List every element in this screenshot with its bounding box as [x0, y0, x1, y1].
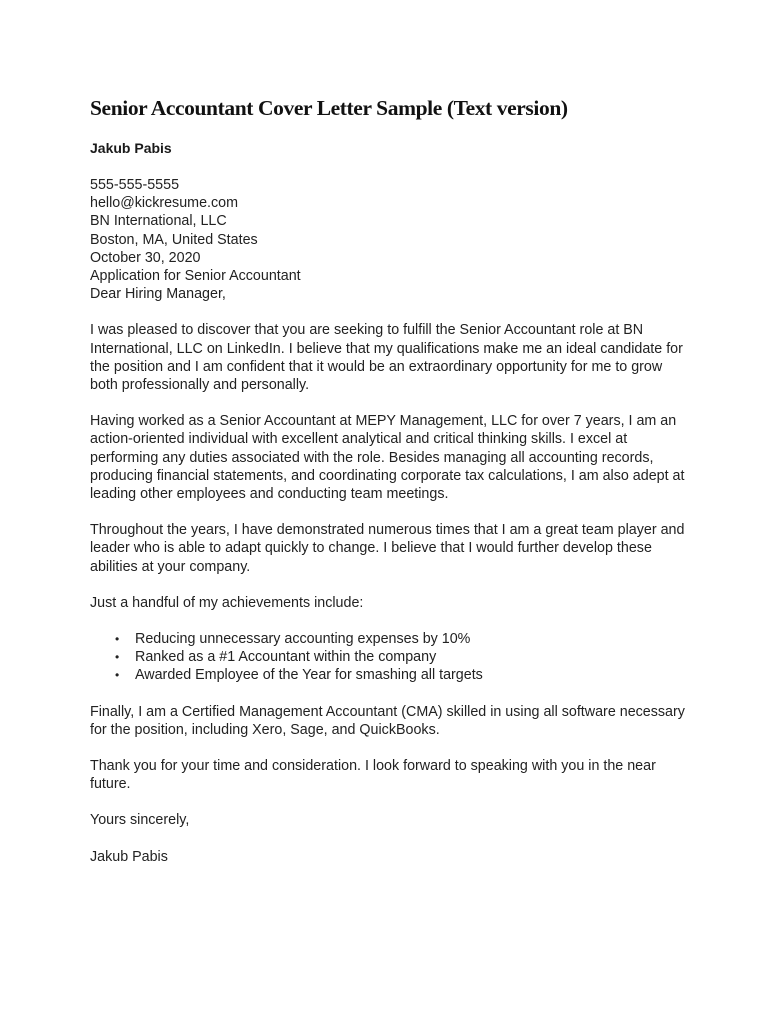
paragraph-certification: Finally, I am a Certified Management Accountant (CMA) skilled in using all software necessary for the position, including Xero, Sage, and QuickBooks. [90, 703, 685, 738]
achievements-list [90, 630, 690, 685]
salutation: Dear Hiring Manager, [90, 286, 226, 303]
paragraph-achievements-intro: Just a handful of my achievements include: [90, 594, 364, 611]
date: October 30, 2020 [90, 249, 201, 266]
achievement-text: Awarded Employee of the Year for smashing all targets [135, 667, 483, 684]
company: BN International, LLC [90, 213, 227, 230]
list-item [90, 666, 690, 684]
document-title: Senior Accountant Cover Letter Sample (Text version) [90, 96, 568, 120]
list-item [90, 630, 690, 648]
paragraph-thanks: Thank you for your time and consideration. I look forward to speaking with you in the near future. [90, 758, 656, 793]
bullet-icon: • [115, 632, 120, 647]
bullet-icon: • [115, 668, 120, 683]
signature: Jakub Pabis [90, 848, 168, 865]
achievement-text: Ranked as a #1 Accountant within the company [135, 649, 437, 666]
subject-line: Application for Senior Accountant [90, 268, 301, 285]
list-item [90, 648, 690, 666]
paragraph-experience: Having worked as a Senior Accountant at MEPY Management, LLC for over 7 years, I am an action-oriented individual with excellent analytical and critical thinking skills. I excel at performing any duties associated with the role. Besides managing all accounting records, producing financial statements, and coordinating corporate tax calculations, I am also adept at leading other employees and conducting team meetings. [90, 413, 685, 503]
location: Boston, MA, United States [90, 231, 258, 248]
bullet-icon: • [115, 650, 120, 665]
contact-block [90, 176, 690, 303]
paragraph-intro: I was pleased to discover that you are seeking to fulfill the Senior Accountant role at BN International, LLC on LinkedIn. I believe that my qualifications make me an ideal candidate for the position and I am confident that it would be an extraordinary opportunity for me to grow both professionally and personally. [90, 322, 683, 394]
phone: 555-555-5555 [90, 177, 180, 193]
paragraph-teamwork: Throughout the years, I have demonstrated numerous times that I am a great team player and leader who is able to adapt quickly to change. I believe that I would further develop these abilities at your company. [90, 522, 685, 575]
achievement-text: Reducing unnecessary accounting expenses by 10% [135, 631, 471, 648]
email: hello@kickresume.com [90, 195, 238, 212]
sender-name: Jakub Pabis [90, 140, 172, 156]
letter-content [90, 94, 690, 866]
closing-salutation: Yours sincerely, [90, 812, 190, 829]
